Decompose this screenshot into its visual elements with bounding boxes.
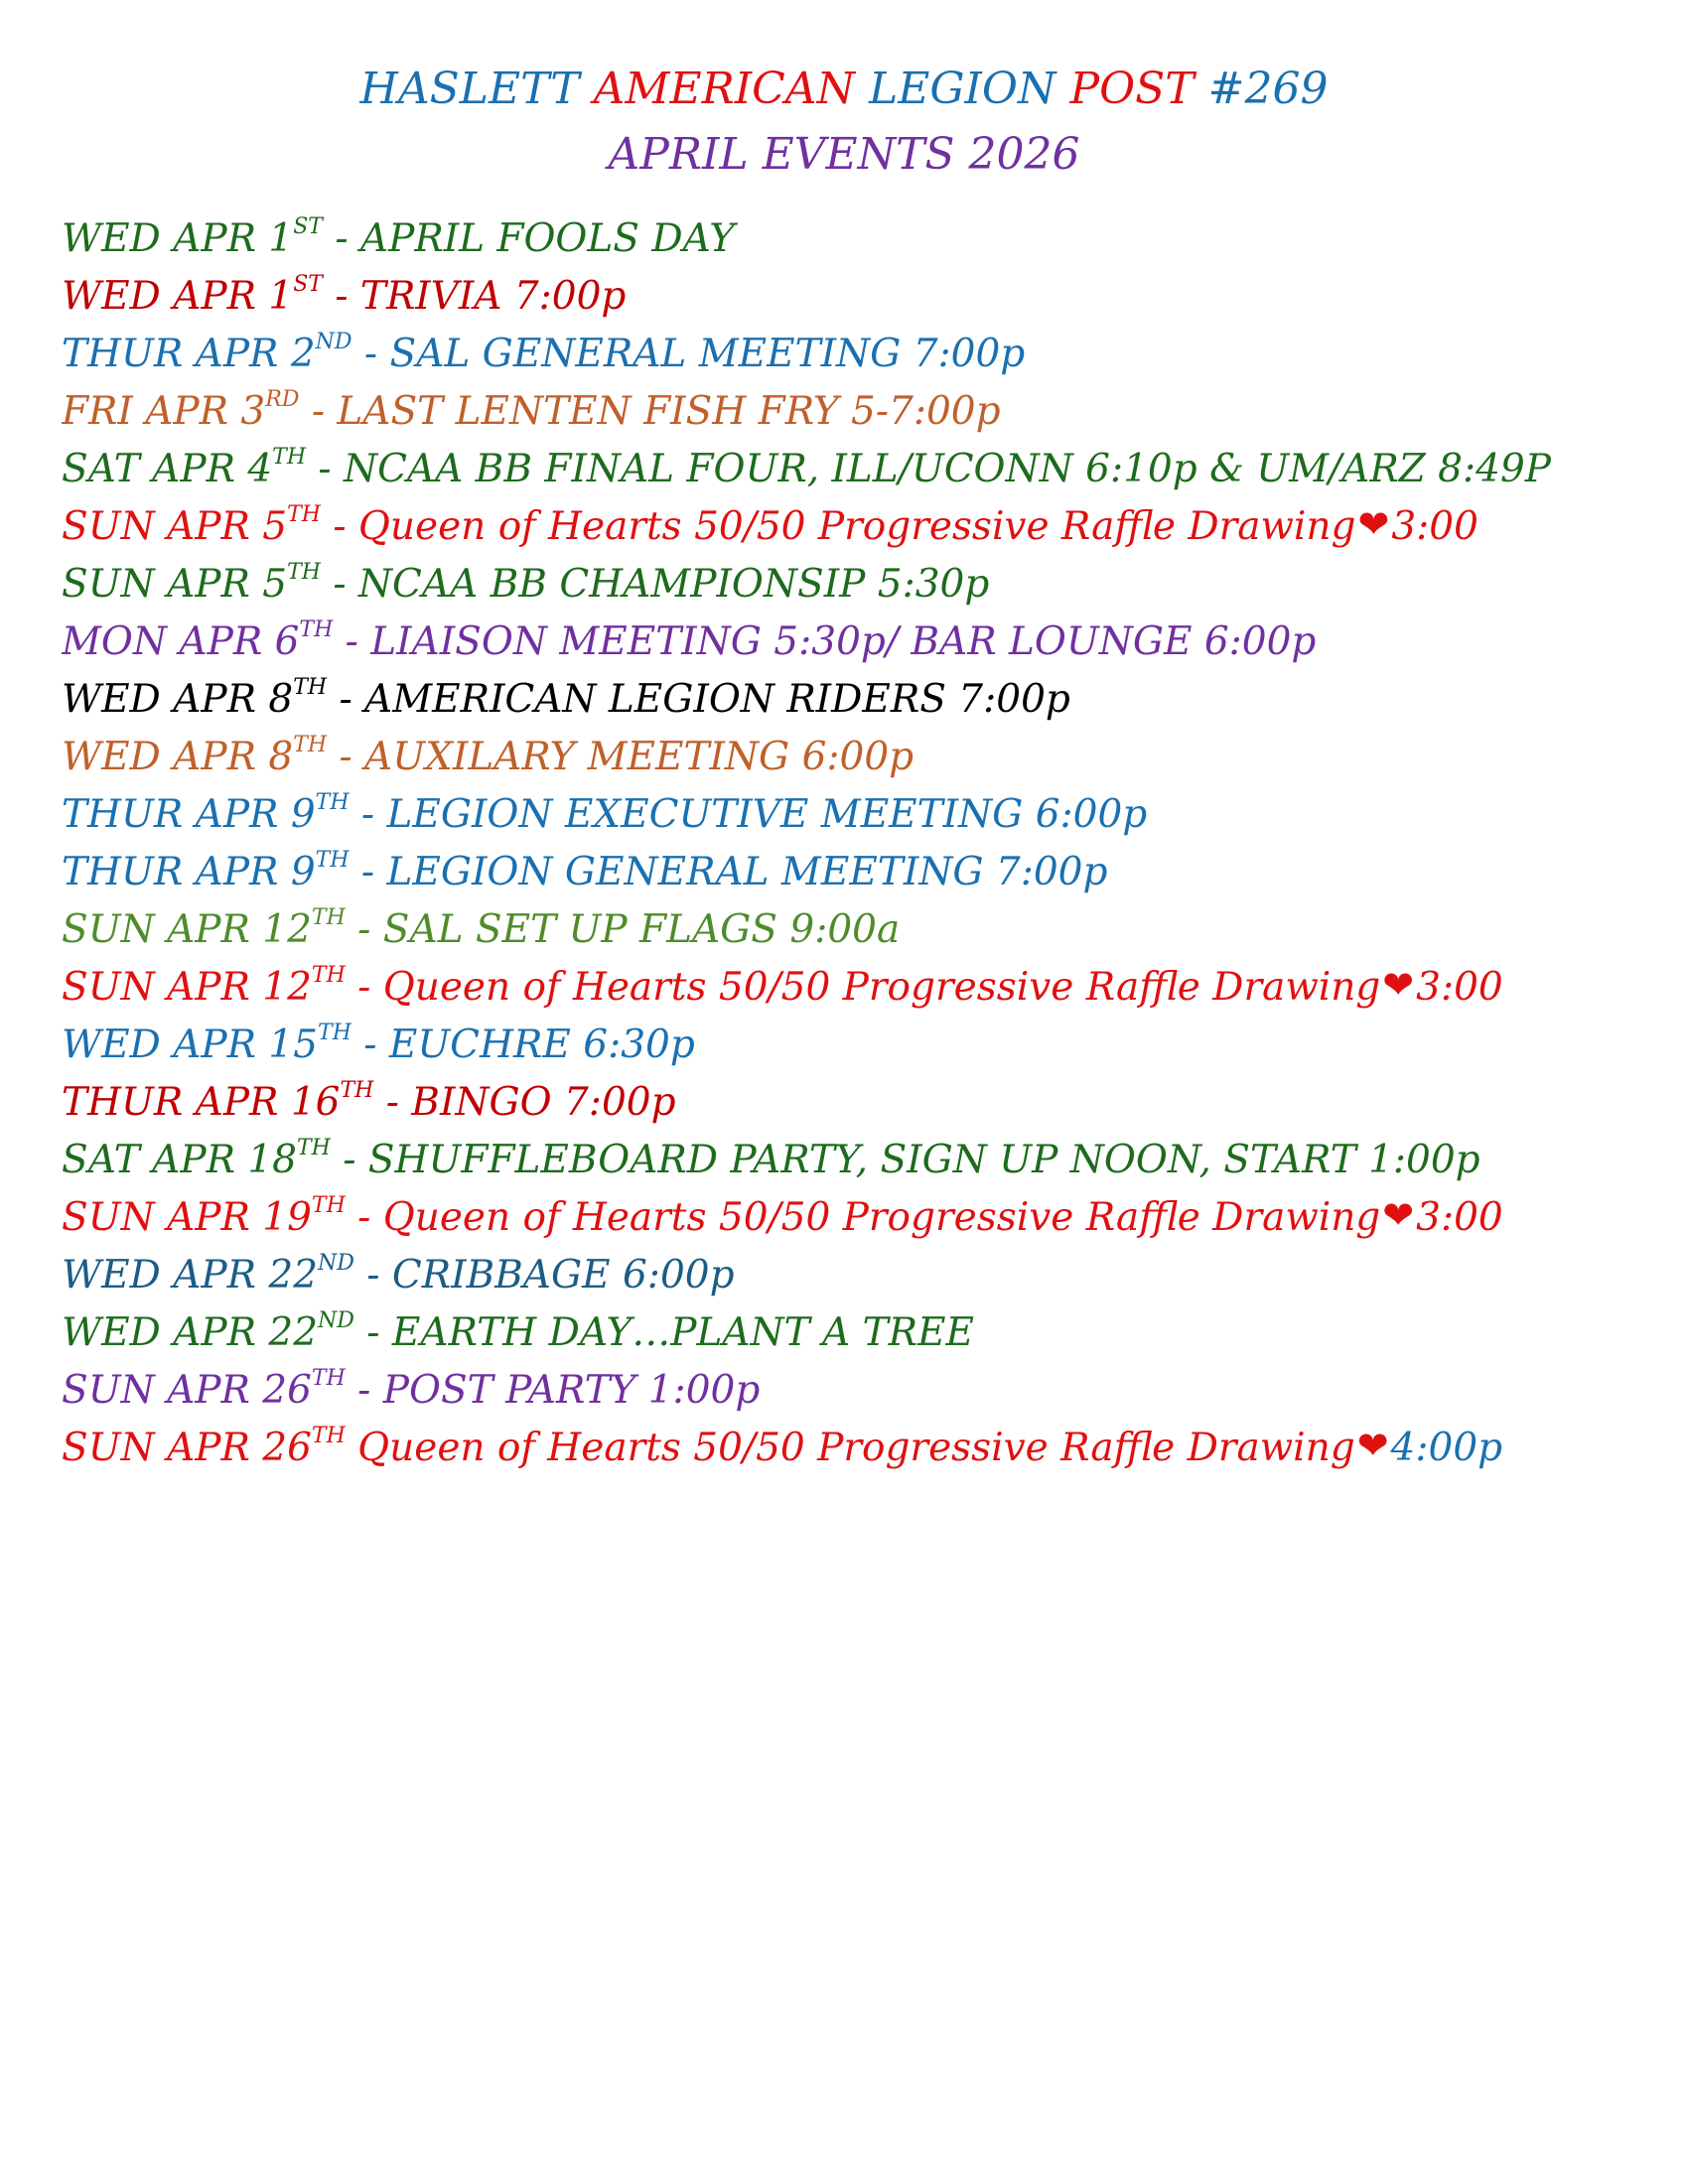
event-date-suffix: TH [315,848,350,873]
title-legion: LEGION [869,64,1070,114]
event-description: - TRIVIA 7:00p [322,274,627,318]
event-description: - NCAA BB FINAL FOUR, ILL/UCONN 6:10p & UM/ARZ 8:49P [306,447,1551,490]
event-date: THUR APR 9 [62,792,316,836]
event-date: SUN APR 19 [62,1195,312,1239]
event-date: WED APR 1 [62,274,294,318]
event-row [62,1297,1670,1354]
event-row [62,548,1670,606]
event-row [62,1009,1670,1066]
event-description: Queen of Hearts 50/50 Progressive Raffle Drawing [345,1426,1355,1469]
event-description: - POST PARTY 1:00p [345,1368,761,1412]
event-description: - BINGO 7:00p [373,1080,676,1124]
event-date: SUN APR 26 [62,1426,312,1469]
heart-icon: ❤ [1382,1193,1415,1237]
event-date-suffix: ND [315,330,352,354]
event-date-suffix: TH [311,905,346,930]
flyer-subtitle: APRIL EVENTS 2026 [608,129,1080,180]
heart-icon: ❤ [1357,502,1390,546]
event-description: - SHUFFLEBOARD PARTY, SIGN UP NOON, START 1:00p [330,1138,1480,1181]
event-date-suffix: ND [318,1308,354,1333]
event-date-suffix: ND [318,1251,354,1276]
event-row [62,1412,1670,1469]
event-description: - Queen of Hearts 50/50 Progressive Raffle Drawing [345,965,1381,1009]
event-date-suffix: TH [287,502,321,527]
event-row [62,1066,1670,1124]
title-american: AMERICAN [593,64,870,114]
event-description: - EARTH DAY…PLANT A TREE [353,1310,974,1354]
event-date: SAT APR 18 [62,1138,297,1181]
event-description: - LAST LENTEN FISH FRY 5-7:00p [299,389,1001,433]
title-post-number: #269 [1207,64,1329,114]
event-row [62,260,1670,318]
event-description: - AMERICAN LEGION RIDERS 7:00p [327,677,1070,721]
event-date: WED APR 1 [62,216,294,260]
event-list [62,203,1670,1469]
event-row [62,1124,1670,1181]
event-date-suffix: TH [315,790,350,815]
event-date-suffix: TH [340,1078,374,1103]
event-date: THUR APR 16 [62,1080,341,1124]
event-row [62,1354,1670,1412]
event-date: WED APR 8 [62,735,294,778]
event-row [62,606,1670,663]
event-date-suffix: TH [287,560,321,585]
event-date-suffix: ST [293,272,323,297]
heart-icon: ❤ [1356,1424,1389,1467]
title-haslett: HASLETT [359,64,594,114]
event-row [62,203,1670,260]
event-date-suffix: ST [293,214,323,239]
event-description: - LEGION GENERAL MEETING 7:00p [349,850,1108,893]
event-row [62,1181,1670,1239]
event-description: - NCAA BB CHAMPIONSIP 5:30p [320,562,990,606]
event-row [62,721,1670,778]
event-date-suffix: TH [293,733,328,757]
event-date-suffix: TH [311,1193,346,1218]
event-date-suffix: TH [296,1136,331,1160]
event-date: FRI APR 3 [62,389,266,433]
event-date-suffix: TH [318,1021,352,1045]
event-row [62,778,1670,836]
event-time: 4:00p [1390,1426,1503,1469]
event-date-suffix: TH [311,963,346,988]
event-time: 3:00 [1391,504,1478,548]
flyer-title [0,58,1688,121]
event-date: WED APR 22 [62,1253,319,1297]
event-row [62,893,1670,951]
event-date: SUN APR 12 [62,907,312,951]
event-time: 3:00 [1416,965,1503,1009]
event-row [62,836,1670,893]
event-description: - AUXILARY MEETING 6:00p [327,735,914,778]
event-date: MON APR 6 [62,619,300,663]
event-date-suffix: TH [311,1424,346,1448]
event-date: WED APR 22 [62,1310,319,1354]
event-row [62,1239,1670,1297]
event-description: - Queen of Hearts 50/50 Progressive Raffle Drawing [320,504,1356,548]
event-description: - EUCHRE 6:30p [351,1023,695,1066]
event-description: - SAL GENERAL MEETING 7:00p [352,332,1026,375]
heart-icon: ❤ [1382,963,1415,1007]
event-date-suffix: TH [311,1366,346,1391]
event-description: - APRIL FOOLS DAY [322,216,736,260]
event-row [62,375,1670,433]
event-date: THUR APR 2 [62,332,316,375]
event-time: 3:00 [1416,1195,1503,1239]
event-row [62,663,1670,721]
title-post: POST [1069,64,1208,114]
event-date-suffix: TH [293,675,328,700]
event-row [62,433,1670,490]
event-description: - LIAISON MEETING 5:30p/ BAR LOUNGE 6:00p [333,619,1317,663]
event-date: SUN APR 5 [62,562,288,606]
event-description: - SAL SET UP FLAGS 9:00a [345,907,901,951]
event-date: THUR APR 9 [62,850,316,893]
event-row [62,490,1670,548]
event-date: SAT APR 4 [62,447,273,490]
event-date: SUN APR 12 [62,965,312,1009]
event-date-suffix: RD [265,387,300,412]
event-description: - LEGION EXECUTIVE MEETING 6:00p [349,792,1148,836]
event-date: WED APR 15 [62,1023,319,1066]
event-date: WED APR 8 [62,677,294,721]
event-date: SUN APR 5 [62,504,288,548]
event-description: - Queen of Hearts 50/50 Progressive Raffle Drawing [345,1195,1381,1239]
event-row [62,318,1670,375]
event-date-suffix: TH [272,445,306,470]
event-description: - CRIBBAGE 6:00p [353,1253,735,1297]
event-date-suffix: TH [299,617,334,642]
event-row [62,951,1670,1009]
event-date: SUN APR 26 [62,1368,312,1412]
